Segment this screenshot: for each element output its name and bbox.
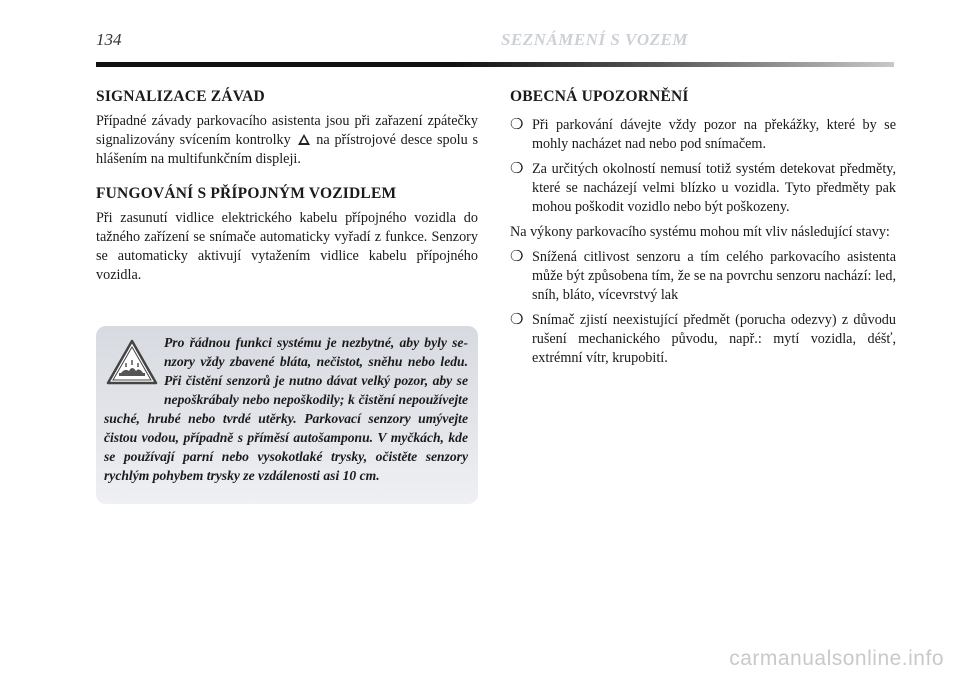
fault-text-part2: na přístrojové desce spolu s hlášením na multifunkčním displeji. [96, 132, 478, 167]
warning-box [96, 326, 478, 504]
trailer-paragraph: Při zasunutí vidlice elektrického kabelu přípojného vozidla do tažného zařízení se snímače automaticky vyřadí z funkce. Senzory se automaticky aktivují vytažením vidlice kabelu přípojného vozidla. [96, 210, 478, 283]
bullet-circle-icon: ❍ [510, 117, 524, 133]
running-header: SEZNÁMENÍ S VOZEM [500, 30, 688, 49]
bullet-circle-icon: ❍ [510, 312, 524, 328]
page-number: 134 [96, 30, 122, 49]
warning-lamp-icon [298, 134, 310, 145]
conditions-list [510, 248, 896, 368]
general-warnings-list [510, 116, 896, 217]
watermark: carmanualsonline.info [729, 647, 944, 670]
section-heading-trailer: FUNGOVÁNÍ S PŘÍPOJNÝM VOZIDLEM [96, 185, 397, 202]
fault-signaling-paragraph [96, 112, 478, 169]
fault-text-part1: Případné závady parkovacího asistenta jsou při zařazení zpátečky signalizovány svícením kontrolky [96, 113, 478, 148]
left-column [96, 88, 478, 285]
list-item [510, 248, 896, 305]
warning-triangle-icon [104, 335, 160, 391]
list-item [510, 116, 896, 154]
bullet-circle-icon: ❍ [510, 249, 524, 265]
list-item-text: Snížená citlivost senzoru a tím celého parkovacího asistenta může být způsobena tím, že se na povrchu senzoru nachází: led, sníh, bláto, vícevrstvý lak [532, 249, 896, 303]
list-item-text: Při parkování dávejte vždy pozor na překážky, které by se mohly nacházet nad nebo pod snímačem. [532, 117, 896, 152]
list-item-text: Snímač zjistí neexistující předmět (porucha odezvy) z důvodu rušení mechanického původu, např.: mytí vozidla, déšť, extrémní vítr, krupobití. [532, 312, 896, 366]
list-item [510, 160, 896, 217]
list-item [510, 311, 896, 368]
bullet-circle-icon: ❍ [510, 161, 524, 177]
list-item-text: Za určitých okolností nemusí totiž systém detekovat předměty, které se nacházejí velmi blízko u vozidla. Tyto předměty pak mohou poškodit vozidlo nebo být poškozeny. [532, 161, 896, 215]
conditions-intro-paragraph: Na výkony parkovacího systému mohou mít vliv následující stavy: [510, 224, 890, 240]
warning-body: Pro řádnou funkci systému je nezbytné, aby byly senzory vždy zbavené bláta, nečistot, sněhu nebo ledu. Při čistění senzorů je nutno dávat velký pozor, aby se nepoškrábaly nebo nepoškodily; k čistění nepoužívejte suché, hrubé nebo tvrdé utěrky. Parkovací senzory umývejte čistou vodou, případně s příměsí autošamponu. V myčkách, kde se používají parní nebo vysokotlaké trysky, očistěte senzory rychlým pohybem trysky ze vzdálenosti asi 10 cm. [104, 335, 468, 483]
section-heading-general-warnings: OBECNÁ UPOZORNĚNÍ [510, 88, 689, 105]
right-column [510, 88, 896, 374]
header-rule [96, 62, 894, 67]
section-heading-fault-signaling: SIGNALIZACE ZÁVAD [96, 88, 265, 105]
warning-text [96, 333, 478, 485]
